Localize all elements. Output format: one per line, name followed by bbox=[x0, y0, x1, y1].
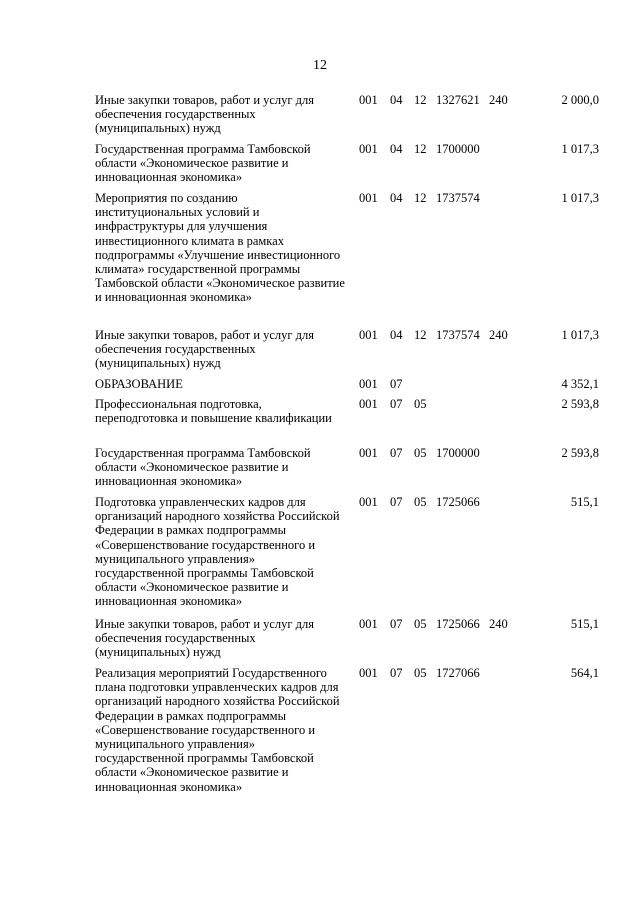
row-sum: 2 593,8 bbox=[561, 446, 599, 460]
row-vr: 240 bbox=[489, 328, 508, 342]
row-name: Иные закупки товаров, работ и услуг для обеспечения государственных (муниципальных) нужд bbox=[95, 328, 315, 371]
row-pr: 05 bbox=[414, 397, 427, 411]
row-pr: 05 bbox=[414, 495, 427, 509]
row-rz: 04 bbox=[390, 191, 403, 205]
row-vr: 240 bbox=[489, 617, 508, 631]
row-sum: 1 017,3 bbox=[561, 328, 599, 342]
row-csr: 1725066 bbox=[436, 617, 480, 631]
row-pr: 05 bbox=[414, 617, 427, 631]
row-name: Иные закупки товаров, работ и услуг для обеспечения государственных (муниципальных) нужд bbox=[95, 617, 315, 660]
row-csr: 1700000 bbox=[436, 142, 480, 156]
row-name: Подготовка управленческих кадров для организаций народного хозяйства Российской Федерации в рамках подпрограммы «Совершенствование государственного и муниципального управления» государственной программы Тамбовской области «Экономическое развитие и инновационная экономика» bbox=[95, 495, 340, 609]
row-ved: 001 bbox=[359, 617, 378, 631]
row-csr: 1737574 bbox=[436, 191, 480, 205]
row-rz: 07 bbox=[390, 617, 403, 631]
row-ved: 001 bbox=[359, 142, 378, 156]
row-csr: 1700000 bbox=[436, 446, 480, 460]
row-pr: 12 bbox=[414, 93, 427, 107]
row-ved: 001 bbox=[359, 191, 378, 205]
row-ved: 001 bbox=[359, 93, 378, 107]
row-csr: 1727066 bbox=[436, 666, 480, 680]
row-pr: 05 bbox=[414, 446, 427, 460]
row-ved: 001 bbox=[359, 377, 378, 391]
row-vr: 240 bbox=[489, 93, 508, 107]
row-name: Государственная программа Тамбовской области «Экономическое развитие и инновационная экономика» bbox=[95, 142, 311, 185]
row-sum: 515,1 bbox=[570, 617, 599, 631]
row-name: Государственная программа Тамбовской области «Экономическое развитие и инновационная экономика» bbox=[95, 446, 311, 489]
row-pr: 12 bbox=[414, 328, 427, 342]
page-number: 12 bbox=[313, 58, 327, 73]
row-name: Профессиональная подготовка, переподготовка и повышение квалификации bbox=[95, 397, 332, 426]
row-rz: 07 bbox=[390, 446, 403, 460]
row-sum: 1 017,3 bbox=[561, 142, 599, 156]
row-sum: 4 352,1 bbox=[561, 377, 599, 391]
row-sum: 564,1 bbox=[570, 666, 599, 680]
row-name: Иные закупки товаров, работ и услуг для обеспечения государственных (муниципальных) нужд bbox=[95, 93, 315, 136]
row-rz: 04 bbox=[390, 328, 403, 342]
row-csr: 1725066 bbox=[436, 495, 480, 509]
row-ved: 001 bbox=[359, 328, 378, 342]
row-ved: 001 bbox=[359, 495, 378, 509]
row-csr: 1737574 bbox=[436, 328, 480, 342]
row-rz: 04 bbox=[390, 93, 403, 107]
row-pr: 05 bbox=[414, 666, 427, 680]
row-pr: 12 bbox=[414, 142, 427, 156]
row-rz: 04 bbox=[390, 142, 403, 156]
row-pr: 12 bbox=[414, 191, 427, 205]
row-sum: 2 593,8 bbox=[561, 397, 599, 411]
row-ved: 001 bbox=[359, 446, 378, 460]
row-name: ОБРАЗОВАНИЕ bbox=[95, 377, 183, 391]
row-name: Реализация мероприятий Государственного плана подготовки управленческих кадров для организаций народного хозяйства Российской Федерации в рамках подпрограммы «Совершенствование государственного и муниципального управления» государственной программы Тамбовской области «Экономическое развитие и инновационная экономика» bbox=[95, 666, 340, 794]
row-csr: 1327621 bbox=[436, 93, 480, 107]
row-sum: 1 017,3 bbox=[561, 191, 599, 205]
row-rz: 07 bbox=[390, 377, 403, 391]
row-ved: 001 bbox=[359, 666, 378, 680]
row-rz: 07 bbox=[390, 666, 403, 680]
row-rz: 07 bbox=[390, 495, 403, 509]
row-sum: 2 000,0 bbox=[561, 93, 599, 107]
row-rz: 07 bbox=[390, 397, 403, 411]
row-ved: 001 bbox=[359, 397, 378, 411]
row-name: Мероприятия по созданию институциональных условий и инфраструктуры для улучшения инвестиционного климата в рамках подпрограммы «Улучшение инвестиционного климата» государственной программы Тамбовской области «Экономическое развитие и инновационная экономика» bbox=[95, 191, 345, 305]
row-sum: 515,1 bbox=[570, 495, 599, 509]
